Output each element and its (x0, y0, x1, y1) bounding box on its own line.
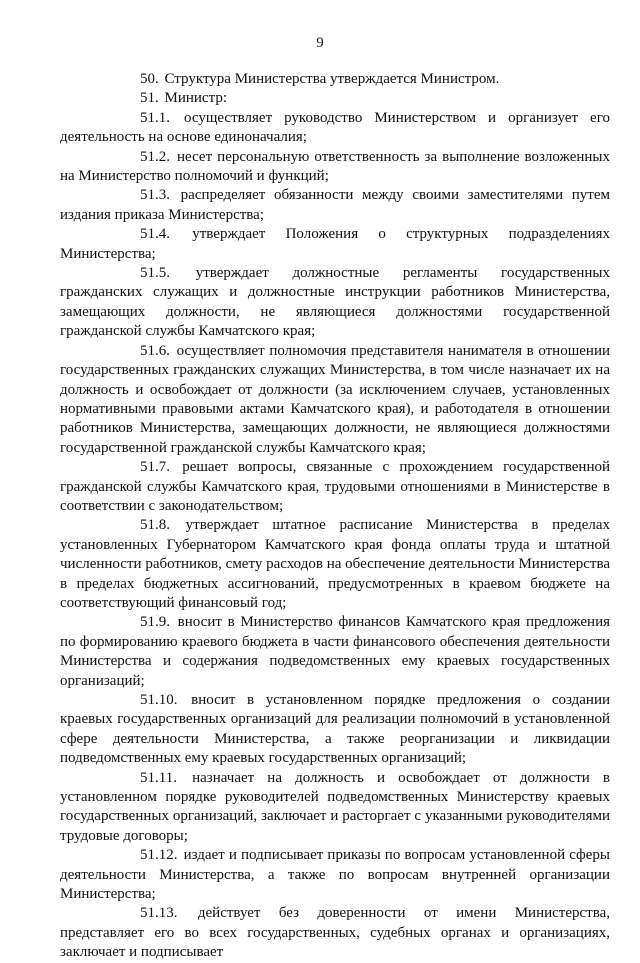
paragraph-number: 51.10. (140, 692, 178, 708)
paragraph-text: вносит в установленном порядке предложения о создании краевых государственных организаций для реализации полномочий в установленной сфере деятельности Министерства, а также реорганизации и ликвидации подведомственных ему краевых государственных организаций; (60, 692, 611, 767)
paragraph-text: назначает на должность и освобождает от должности в установленном порядке руководителей подведомственных Министерству краевых государственных организаций, заключает и расторгает с указанными руководителями трудовые договоры; (60, 769, 610, 844)
paragraph-number: 51.12. (140, 847, 178, 864)
paragraph-number: 51.4. (140, 226, 170, 243)
paragraph-51-7 (60, 458, 610, 516)
paragraph-text: распределяет обязанности между своими заместителями путем издания приказа Министерства; (60, 187, 610, 223)
paragraph-number: 51.9. (140, 614, 170, 631)
document-body (60, 70, 610, 963)
paragraph-number: 51.11. (140, 769, 177, 786)
paragraph-text: осуществляет руководство Министерством и организует его деятельность на основе единоначалия; (60, 109, 610, 146)
paragraph-text: утверждает Положения о структурных подразделениях Министерства; (60, 226, 610, 262)
paragraph-51-2 (60, 148, 610, 187)
paragraph-51-6 (60, 342, 610, 458)
paragraph-number: 51.1. (140, 109, 170, 126)
paragraph-51-12 (60, 846, 610, 904)
paragraph-text: решает вопросы, связанные с прохождением государственной гражданской службы Камчатского края, трудовыми отношениями в Министерстве в соответствии с законодательством; (60, 459, 611, 514)
paragraph-number: 51.3. (140, 187, 170, 204)
paragraph-number: 51.6. (140, 342, 170, 359)
paragraph-51-10 (60, 691, 610, 769)
paragraph-number: 51. (140, 90, 159, 107)
paragraph-51 (60, 89, 610, 108)
paragraph-51-13 (60, 904, 610, 962)
paragraph-text: утверждает должностные регламенты государственных гражданских служащих и должностные инструкции работников Министерства, замещающих должности, не являющиеся должностями государственной гражданской службы Камчатского края; (60, 265, 610, 340)
paragraph-number: 51.5. (140, 265, 170, 282)
paragraph-text: осуществляет полномочия представителя нанимателя в отношении государственных гражданских служащих Министерства, в том числе назначает их на должность и освобождает от должности (за исключением случаев, установленных нормативными правовыми актами Камчатского края), и работодателя в отношении работников Министерства, замещающих должности, не являющиеся должностями государственной гражданской службы Камчатского края; (60, 342, 610, 456)
paragraph-51-8 (60, 516, 610, 613)
paragraph-text: вносит в Министерство финансов Камчатского края предложения по формированию краевого бюджета в части финансового обеспечения деятельности Министерства и содержания подведомственных ему краевых государственных организаций; (60, 614, 610, 689)
paragraph-51-1 (60, 109, 610, 148)
paragraph-51-3 (60, 186, 610, 225)
paragraph-text: издает и подписывает приказы по вопросам установленной сферы деятельности Министерства, а также по вопросам внутренней организации Министерства; (60, 847, 610, 903)
paragraph-text: Структура Министерства утверждается Министром. (164, 71, 500, 87)
paragraph-50 (60, 70, 610, 89)
page-number: 9 (316, 35, 324, 51)
paragraph-number: 51.13. (140, 905, 178, 922)
paragraph-51-11 (60, 769, 610, 847)
paragraph-text: действует без доверенности от имени Министерства, представляет его во всех государственных, судебных органах и организациях, заключает и подписывает (60, 905, 611, 961)
paragraph-text: утверждает штатное расписание Министерства в пределах установленных Губернатором Камчатского края фонда оплаты труда и штатной численности работников, смету расходов на обеспечение деятельности Министерства в пределах бюджетных ассигнований, предусмотренных в краевом бюджете на соответствующий финансовый год; (60, 517, 611, 611)
paragraph-51-9 (60, 613, 610, 691)
paragraph-51-4 (60, 225, 610, 264)
paragraph-text: Министр: (164, 90, 227, 107)
paragraph-number: 51.2. (140, 148, 170, 165)
paragraph-text: несет персональную ответственность за выполнение возложенных на Министерство полномочий и функций; (60, 148, 611, 185)
paragraph-number: 51.7. (140, 459, 170, 476)
paragraph-number: 50. (140, 71, 159, 87)
paragraph-51-5 (60, 264, 610, 342)
paragraph-number: 51.8. (140, 517, 170, 534)
